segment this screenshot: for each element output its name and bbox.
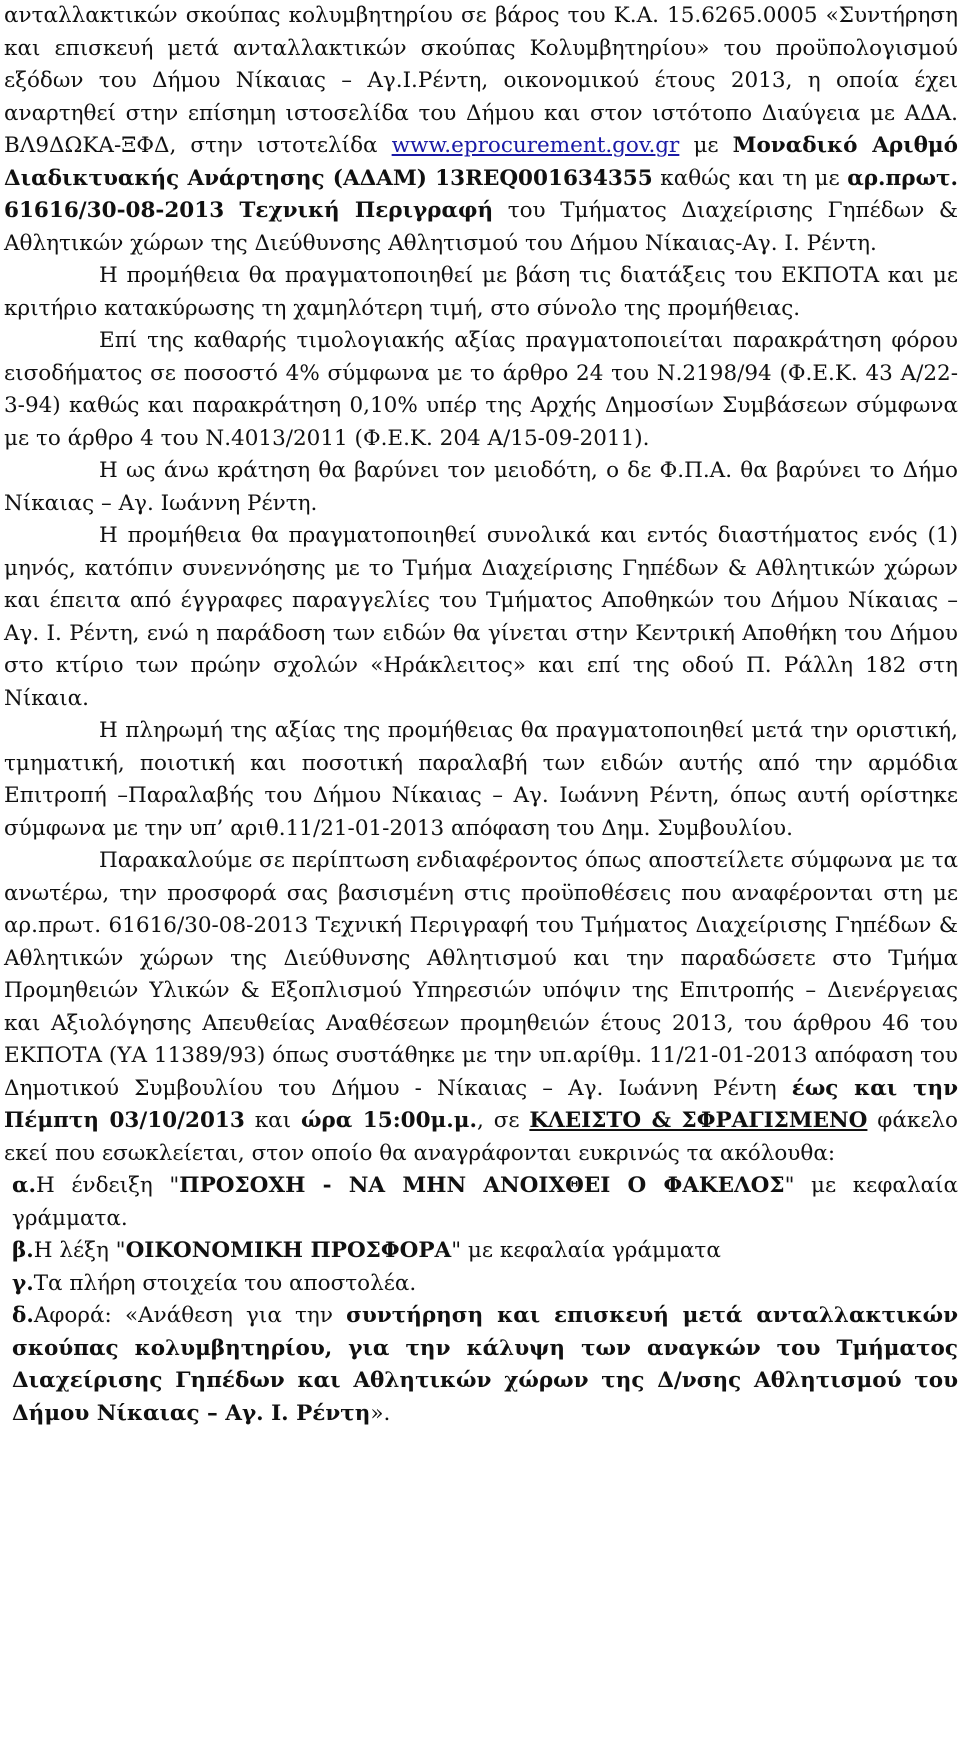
paragraph-procurement-method: Η προμήθεια θα πραγματοποιηθεί με βάση τις διατάξεις του ΕΚΠΟΤΑ και με κριτήριο κατακύρωσης τη χαμηλότερη τιμή, στο σύνολο της προμήθειας. — [4, 263, 958, 321]
adam-number: Μοναδικό Αριθμό Διαδικτυακής Ανάρτησης (ΑΔΑΜ) 13REQ001634355 — [4, 133, 959, 191]
list-text: Αφορά: «Ανάθεση για την — [33, 1303, 347, 1328]
paragraph-delivery: Η προμήθεια θα πραγματοποιηθεί συνολικά και εντός διαστήματος ενός (1) μηνός, κατόπιν συνεννόησης με το Τμήμα Διαχείρισης Γηπέδων & Αθλητικών χώρων και έπειτα από έγγραφες παραγγελίες του Τμήματος Αποθηκών του Δήμου Νίκαιας – Αγ. Ι. Ρέντη, ενώ η παράδοση των ειδών θα γίνεται στην Κεντρική Αποθήκη του Δήμου στο κτίριο των πρώην σχολών «Ηράκλειτος» και επί της οδού Π. Ράλλη 182 στη Νίκαια. — [4, 523, 958, 711]
list-letter: β. — [12, 1238, 34, 1263]
list-text: " με κεφαλαία γράμματα — [451, 1238, 721, 1263]
paragraph-reference — [4, 0, 958, 260]
document-page — [4, 0, 958, 1430]
list-text: ». — [370, 1400, 391, 1426]
paragraph-text: του Τμήματος Διαχείρισης Γηπέδων & Αθλητικών χώρων της Διεύθυνσης Αθλητισμού του Δήμου Νίκαιας-Αγ. Ι. Ρέντη. — [4, 198, 959, 256]
sealed-envelope-note: ΚΛΕΙΣΤΟ & ΣΦΡΑΓΙΣΜΕΝΟ — [529, 1108, 868, 1133]
list-item-c — [4, 1268, 958, 1301]
paragraph-vat: Η ως άνω κράτηση θα βαρύνει τον μειοδότη, ο δε Φ.Π.Α. θα βαρύνει το Δήμο Νίκαιας – Αγ. Ιωάννη Ρέντη. — [4, 458, 958, 516]
list-text: Η ένδειξη " — [36, 1173, 180, 1198]
paragraph-text: καθώς και τη με — [652, 165, 848, 191]
list-text: Η λέξη " — [33, 1238, 126, 1263]
list-letter: γ. — [12, 1270, 34, 1296]
list-bold: ΠΡΟΣΟΧΗ - ΝΑ ΜΗΝ ΑΝΟΙΧΘΕΙ Ο ΦΑΚΕΛΟΣ — [179, 1173, 785, 1198]
paragraph-text: Παρακαλούμε σε περίπτωση ενδιαφέροντος όπως αποστείλετε σύμφωνα με τα ανωτέρω, την προσφορά σας βασισμένη στις προϋποθέσεις που αναφέρονται στη με αρ.πρωτ. 61616/30-08-2013 Τεχνική Περιγραφή του Τμήματος Διαχείρισης Γηπέδων & Αθλητικών χώρων της Διεύθυνσης Αθλητισμού και την παραδώσετε στο Τμήμα Προμηθειών Υλικών & Εξοπλισμού Υπηρεσιών υπόψιν της Επιτροπής – Διενέργειας και Αξιολόγησης Απευθείας Αναθέσεων προμηθειών έτους 2013, του άρθρου 46 του ΕΚΠΟΤΑ (ΥΑ 11389/93) όπως συστάθηκε με την υπ.αρίθμ. 11/21-01-2013 απόφαση του Δημοτικού Συμβουλίου του Δήμου - Νίκαιας – Αγ. Ιωάννη Ρέντη — [4, 848, 958, 1101]
eprocurement-link[interactable]: www.eprocurement.gov.gr — [391, 133, 680, 158]
list-item-b — [4, 1235, 958, 1268]
list-item-a — [4, 1170, 958, 1235]
list-letter: δ. — [12, 1303, 34, 1328]
paragraph-tax-withholding: Επί της καθαρής τιμολογιακής αξίας πραγματοποιείται παρακράτηση φόρου εισοδήματος σε ποσοστό 4% σύμφωνα με το άρθρο 24 του Ν.2198/94 (Φ.Ε.Κ. 43 Α/22-3-94) καθώς και παρακράτηση 0,10% υπέρ της Αρχής Δημοσίων Συμβάσεων σύμφωνα με το άρθρο 4 του Ν.4013/2011 (Φ.Ε.Κ. 204 Α/15-09-2011). — [4, 328, 958, 451]
protocol-reference: αρ.πρωτ. 61616/30-08-2013 Τεχνική Περιγραφή — [4, 165, 958, 223]
paragraph-text: με — [679, 133, 733, 158]
list-letter: α. — [12, 1173, 37, 1198]
list-text: " με κεφαλαία γράμματα. — [12, 1173, 958, 1231]
paragraph-text: , σε — [477, 1108, 530, 1133]
paragraph-text: φάκελο εκεί που εσωκλείεται, στον οποίο θα αναγράφονται ευκρινώς τα ακόλουθα: — [4, 1108, 958, 1166]
paragraph-payment: Η πληρωμή της αξίας της προμήθειας θα πραγματοποιηθεί μετά την οριστική, τμηματική, ποιοτική και ποσοτική παραλαβή των ειδών αυτής από την αρμόδια Επιτροπή –Παραλαβής του Δήμου Νίκαιας – Αγ. Ιωάννη Ρέντη, όπως αυτή ορίστηκε σύμφωνα με την υπ’ αριθ.11/21-01-2013 απόφαση του Δημ. Συμβουλίου. — [4, 718, 958, 841]
list-bold: συντήρηση και επισκευή μετά ανταλλακτικών σκούπας κολυμβητηρίου, για την κάλυψη των αναγκών του Τμήματος Διαχείρισης Γηπέδων και Αθλητικών χώρων της Δ/νσης Αθλητισμού του Δήμου Νίκαιας – Αγ. Ι. Ρέντη — [12, 1303, 958, 1426]
deadline-date: έως και την Πέμπτη 03/10/2013 — [4, 1075, 958, 1133]
list-text: Τα πλήρη στοιχεία του αποστολέα. — [33, 1270, 417, 1296]
paragraph-text: ανταλλακτικών σκούπας κολυμβητηρίου σε βάρος του Κ.Α. 15.6265.0005 «Συντήρηση και επισκευή μετά ανταλλακτικών σκούπας Κολυμβητηρίου» του προϋπολογισμού εξόδων του Δήμου Νίκαιας – Αγ.Ι.Ρέντη, οικονομικού έτους 2013, η οποία έχει αναρτηθεί στην επίσημη ιστοσελίδα του Δήμου και στον ιστότοπο Διαύγεια με ΑΔΑ. ΒΛ9ΔΩΚΑ-ΞΦΔ, στην ιστοτελίδα — [4, 3, 958, 158]
deadline-time: ώρα 15:00μ.μ. — [300, 1108, 477, 1133]
list-item-d — [4, 1300, 958, 1430]
paragraph-submission — [4, 845, 958, 1170]
list-bold: ΟΙΚΟΝΟΜΙΚΗ ΠΡΟΣΦΟΡΑ — [125, 1238, 452, 1263]
paragraph-text: και — [244, 1108, 301, 1133]
